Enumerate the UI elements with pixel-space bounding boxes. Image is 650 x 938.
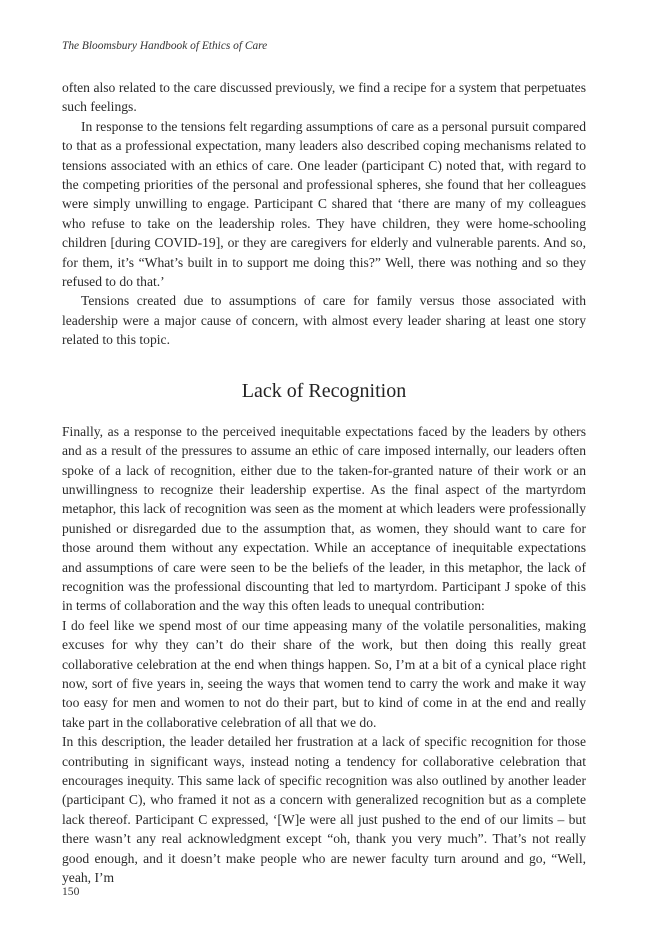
block-quote: I do feel like we spend most of our time appeasing many of the volatile personalities, making excuses for why they can’t do their share of the work, but then doing this really great collaborative celebration at the end when things happen. So, I’m at a bit of a cynical place right now, sort of five years in, seeing the ways that women tend to carry the work and make it way too easy for men and women to not do their part, but to kind of come in at the end and really take part in the collaborative celebration of all that we do.	[62, 617, 586, 730]
body-paragraph: often also related to the care discussed previously, we find a recipe for a system that perpetuates such feelings.	[62, 80, 586, 115]
running-head: The Bloomsbury Handbook of Ethics of Care	[62, 40, 268, 52]
page-number: 150	[62, 885, 80, 898]
section-heading: Lack of Recognition	[241, 379, 407, 402]
body-paragraph: Tensions created due to assumptions of care for family versus those associated with leadership were a major cause of concern, with almost every leader sharing at least one story related to this topic.	[62, 293, 586, 348]
body-paragraph: In response to the tensions felt regarding assumptions of care as a personal pursuit compared to that as a professional expectation, many leaders also described coping mechanisms related to tensions associated with an ethics of care. One leader (participant C) noted that, with regard to the competing priorities of the personal and professional spheres, she found that her colleagues were simply unwilling to engage. Participant C shared that ‘there are many of my colleagues who refuse to take on the leadership roles. They have children, they were home-schooling children [during COVID-19], or they are caregivers for elderly and vulnerable parents. And so, for them, it’s “What’s built in to support me doing this?” Well, there was nothing and so they refused to do that.’	[62, 118, 586, 290]
page-body	[62, 78, 586, 887]
body-paragraph: In this description, the leader detailed her frustration at a lack of specific recognition for those contributing in significant ways, instead noting a tendency for collaborative celebration that encourages inequity. This same lack of specific recognition was also outlined by another leader (participant C), who framed it not as a concern with generalized recognition but as a complete lack thereof. Participant C expressed, ‘[W]e were all just pushed to the end of our limits – but there wasn’t any real acknowledgment except “oh, thank you very much”. That’s not really good enough, and it doesn’t make people who are newer faculty turn around and go, “Well, yeah, I’m	[62, 734, 586, 886]
body-paragraph: Finally, as a response to the perceived inequitable expectations faced by the leaders by others and as a result of the pressures to assume an ethic of care imposed internally, our leaders often spoke of a lack of recognition, either due to the taken-for-granted nature of their work or an unwillingness to recognize their leadership expertise. As the final aspect of the martyrdom metaphor, this lack of recognition was seen as the moment at which leaders were professionally punished or disregarded due to the assumption that, as women, they should want to care for those around them without any expectation. While an acceptance of inequitable expectations and assumptions of care were seen to be the beliefs of the leader, in this metaphor, the lack of recognition was the professional discounting that led to martyrdom. Participant J spoke of this in terms of collaboration and the way this often leads to unequal contribution:	[62, 423, 586, 614]
